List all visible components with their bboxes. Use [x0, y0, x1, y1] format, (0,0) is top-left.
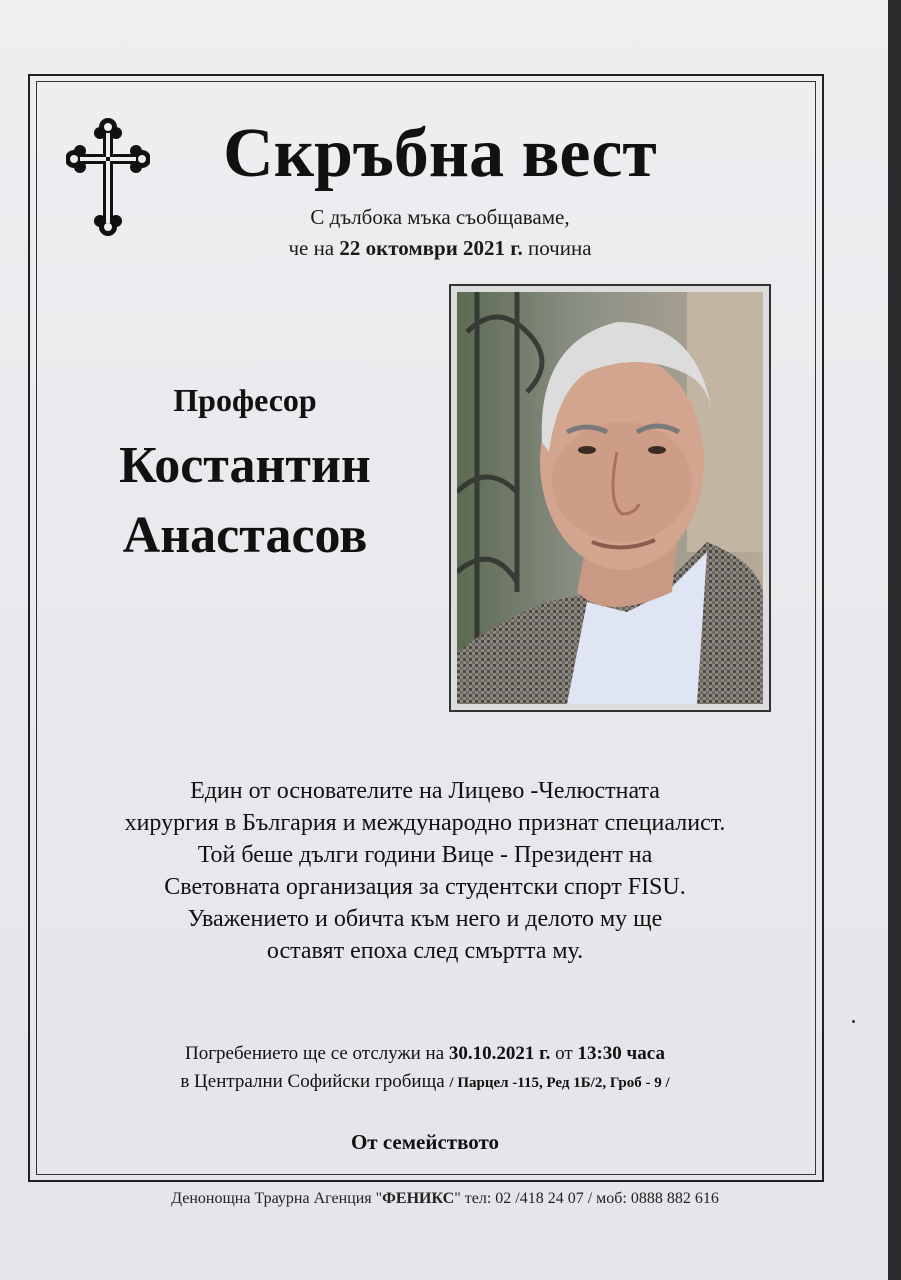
funeral-info — [60, 1040, 790, 1097]
intro-line-1: С дълбока мъка съобщаваме, — [310, 205, 570, 229]
bio-line: хирургия в България и международно признат специалист. — [124, 810, 726, 836]
notice-title: Скръбна вест — [223, 115, 657, 192]
bio-line: оставят епоха след смъртта му. — [266, 938, 584, 964]
academic-title: Професор — [173, 382, 317, 418]
first-name: Костантин — [119, 437, 371, 494]
agency-name: ФЕНИКС — [382, 1190, 455, 1207]
funeral-line-1 — [60, 1040, 790, 1068]
orthodox-cross-icon — [66, 117, 150, 237]
intro-prefix: че на — [288, 236, 335, 260]
funeral-agency — [20, 1190, 870, 1208]
funeral-location: в Централни Софийски гробища — [180, 1071, 445, 1092]
last-name: Анастасов — [122, 507, 368, 564]
funeral-date: 30.10.2021 г. — [448, 1043, 551, 1064]
agency-prefix: Денонощна Траурна Агенция " — [171, 1190, 383, 1207]
portrait-photo — [457, 292, 763, 704]
paper-speck — [852, 1020, 855, 1023]
funeral-time: 13:30 часа — [577, 1043, 665, 1064]
bio-line: Световната организация за студентски спорт FISU. — [164, 874, 686, 900]
funeral-mid: от — [555, 1043, 573, 1064]
signature: От семейството — [350, 1130, 500, 1154]
biography — [60, 775, 790, 967]
funeral-prefix: Погребението ще се отслужи на — [185, 1043, 445, 1064]
funeral-line-2 — [60, 1068, 790, 1097]
intro-suffix: почина — [527, 236, 592, 260]
agency-contacts: " тел: 02 /418 24 07 / моб: 0888 882 616 — [454, 1190, 719, 1207]
intro-line-2 — [150, 236, 730, 261]
bio-line: Уважението и обичта към него и делото му ще — [187, 906, 663, 932]
bio-line: Един от основателите на Лицево -Челюстната — [190, 778, 660, 804]
date-of-death: 22 октомври 2021 г. — [339, 236, 523, 260]
bio-line: Той беше дълги години Вице - Президент на — [197, 842, 653, 868]
grave-plot: / Парцел -115, Ред 1Б/2, Гроб - 9 / — [449, 1075, 670, 1091]
